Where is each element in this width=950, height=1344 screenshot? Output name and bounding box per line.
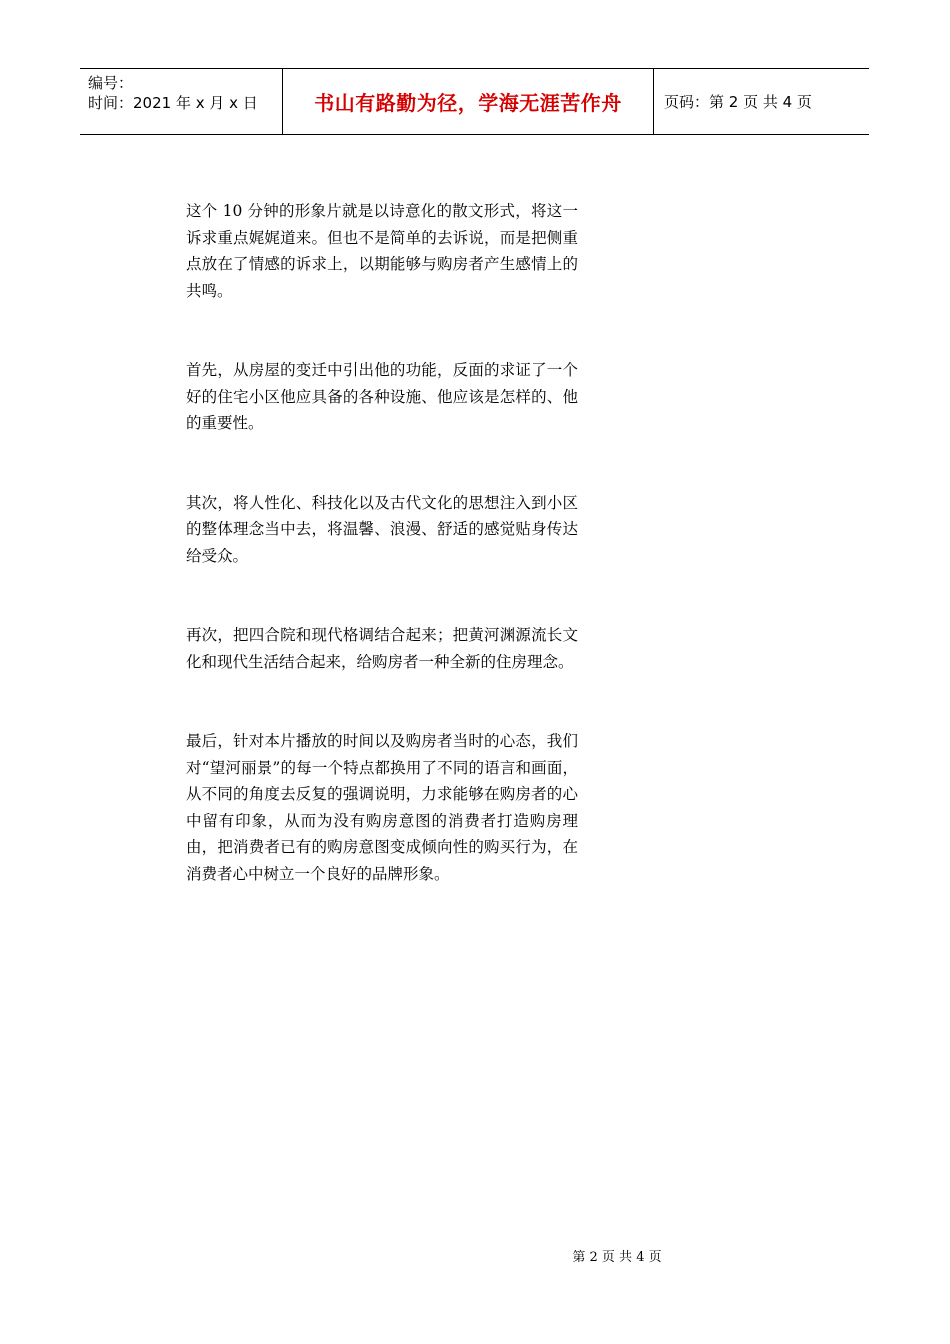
header-motto: 书山有路勤为径，学海无涯苦作舟 xyxy=(282,69,654,134)
header-meta xyxy=(80,69,282,134)
paragraph: 再次，把四合院和现代格调结合起来；把黄河渊源流长文化和现代生活结合起来，给购房者一种全新的住房理念。 xyxy=(186,626,578,671)
document-body xyxy=(186,198,578,940)
document-time-label: 时间：2021 年 x 月 x 日 xyxy=(88,94,258,112)
paragraph: 其次，将人性化、科技化以及古代文化的思想注入到小区的整体理念当中去，将温馨、浪漫、舒适的感觉贴身传达给受众。 xyxy=(186,493,578,565)
page-footer: 第 2 页 共 4 页 xyxy=(572,1250,662,1265)
document-number-label: 编号： xyxy=(88,74,134,92)
page-header xyxy=(80,68,869,135)
paragraph: 这个 10 分钟的形象片就是以诗意化的散文形式，将这一诉求重点娓娓道来。但也不是简单的去诉说，而是把侧重点放在了情感的诉求上，以期能够与购房者产生感情上的共鸣。 xyxy=(186,202,578,300)
paragraph: 最后，针对本片播放的时间以及购房者当时的心态，我们对“望河丽景”的每一个特点都换用了不同的语言和画面，从不同的角度去反复的强调说明，力求能够在购房者的心中留有印象，从而为没有购房意图的消费者打造购房理由，把消费者已有的购房意图变成倾向性的购买行为，在消费者心中树立一个良好的品牌形象。 xyxy=(186,732,578,883)
paragraph: 首先，从房屋的变迁中引出他的功能，反面的求证了一个好的住宅小区他应具备的各种设施、他应该是怎样的、他的重要性。 xyxy=(186,361,578,432)
header-page-code: 页码：第 2 页 共 4 页 xyxy=(664,93,812,111)
